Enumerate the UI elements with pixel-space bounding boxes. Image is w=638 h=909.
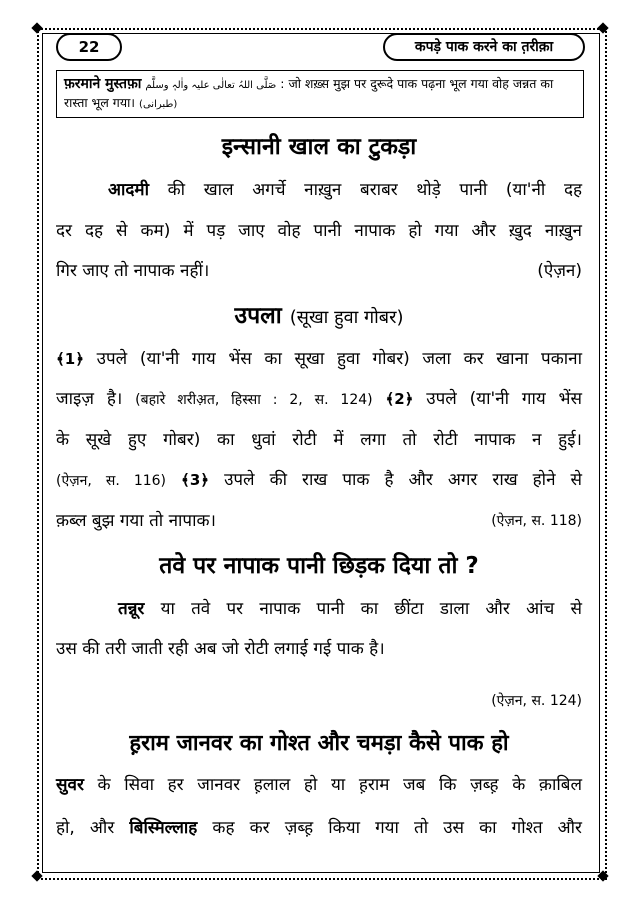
running-title: कपड़े पाक करने का त़रीक़ा: [383, 33, 585, 61]
reference: (बहारे शरीअ़त, हिस्सा : 2, स. 124): [135, 392, 373, 408]
text: गिर जाए तो नापाक नहीं।: [56, 261, 210, 281]
bold-term: बिस्मिल्लाह: [129, 818, 198, 838]
quote-text-2: रास्ता भूल गया।: [64, 95, 136, 110]
page-number: 22: [56, 33, 122, 61]
tawa-reference: (ऐज़न, स. 124): [491, 693, 582, 709]
quote-text: : जो शख़्स मुझ पर दुरूदे पाक पढ़ना भूल गया वोह जन्नत का: [280, 76, 554, 91]
number-marker: ﴾3﴿: [181, 471, 210, 489]
quote-arabic: صَلَّی اللہُ تعالٰی علیہ واٰلہٖ وسلَّم: [145, 80, 277, 91]
tawa-line-1: [56, 594, 582, 624]
dung-line-4: [56, 465, 582, 496]
text: की खाल अगर्चे नाख़ुन बराबर थोड़े पानी (या'नी दह: [167, 180, 582, 200]
dung-line-5: [56, 506, 582, 536]
text: हो, और: [56, 818, 115, 838]
quote-label: फ़रमाने मुस्तफ़ा: [64, 76, 142, 92]
text: जाइज़ है।: [56, 389, 123, 409]
bold-term: आदमी: [108, 180, 149, 200]
heading-dung: [56, 300, 582, 334]
heading-skin: इन्सानी खाल का टुकड़ा: [221, 134, 417, 160]
heading-subtext: (सूखा हुवा गोबर): [289, 307, 404, 328]
reference: (ऐज़न, स. 116): [56, 473, 167, 489]
skin-line-3: [56, 256, 582, 286]
text: के सिवा हर जानवर ह़लाल हो या ह़राम जब कि ज़ब्ह़ के क़ाबिल: [97, 775, 582, 795]
dung-line-3: के सूखे हुए गोबर) का धुवां रोटी में लगा तो रोटी नापाक न हुई।: [56, 430, 582, 450]
tawa-line-2: उस की तरी जाती रही अब जो रोटी लगाई गई पाक है।: [56, 639, 385, 659]
reference: (ऐज़न): [537, 261, 582, 281]
heading-tawa: तवे पर नापाक पानी छिड़क दिया तो ?: [159, 553, 479, 579]
number-marker: ﴾2﴿: [385, 390, 414, 408]
haram-line-2: [56, 813, 582, 843]
number-marker: ﴾1﴿: [56, 350, 85, 368]
quote-line-2: [64, 93, 177, 115]
text: कह कर ज़ब्ह़ किया गया तो उस का गोश्त और: [212, 818, 583, 838]
heading-text: उपला: [234, 303, 282, 329]
bold-term: तन्नूर: [118, 599, 145, 619]
dung-line-1: [56, 344, 582, 374]
text: उपले (या'नी गाय भेंस: [426, 389, 582, 409]
text: या तवे पर नापाक पानी का छींटा डाला और आंच से: [160, 599, 583, 619]
bold-term: सुवर: [56, 775, 84, 795]
quote-source: (طبرانی): [139, 99, 178, 110]
dung-line-2: [56, 384, 582, 415]
skin-line-2: दर दह से कम) में पड़ जाए वोह पानी नापाक हो गया और ख़ुद नाख़ुन: [56, 221, 582, 241]
skin-line-1: [56, 175, 582, 205]
haram-line-1: [56, 770, 582, 800]
reference: (ऐज़न, स. 118): [491, 513, 582, 529]
text: उपले (या'नी गाय भेंस का सूखा हुवा गोबर) जला कर खाना पकाना: [96, 349, 583, 369]
text: उपले की राख पाक है और अगर राख होने से: [224, 470, 582, 490]
heading-haram: ह़राम जानवर का गोश्त और चमड़ा कैसे पाक हो: [129, 731, 509, 756]
text: क़ब्ल बुझ गया तो नापाक।: [56, 511, 216, 531]
